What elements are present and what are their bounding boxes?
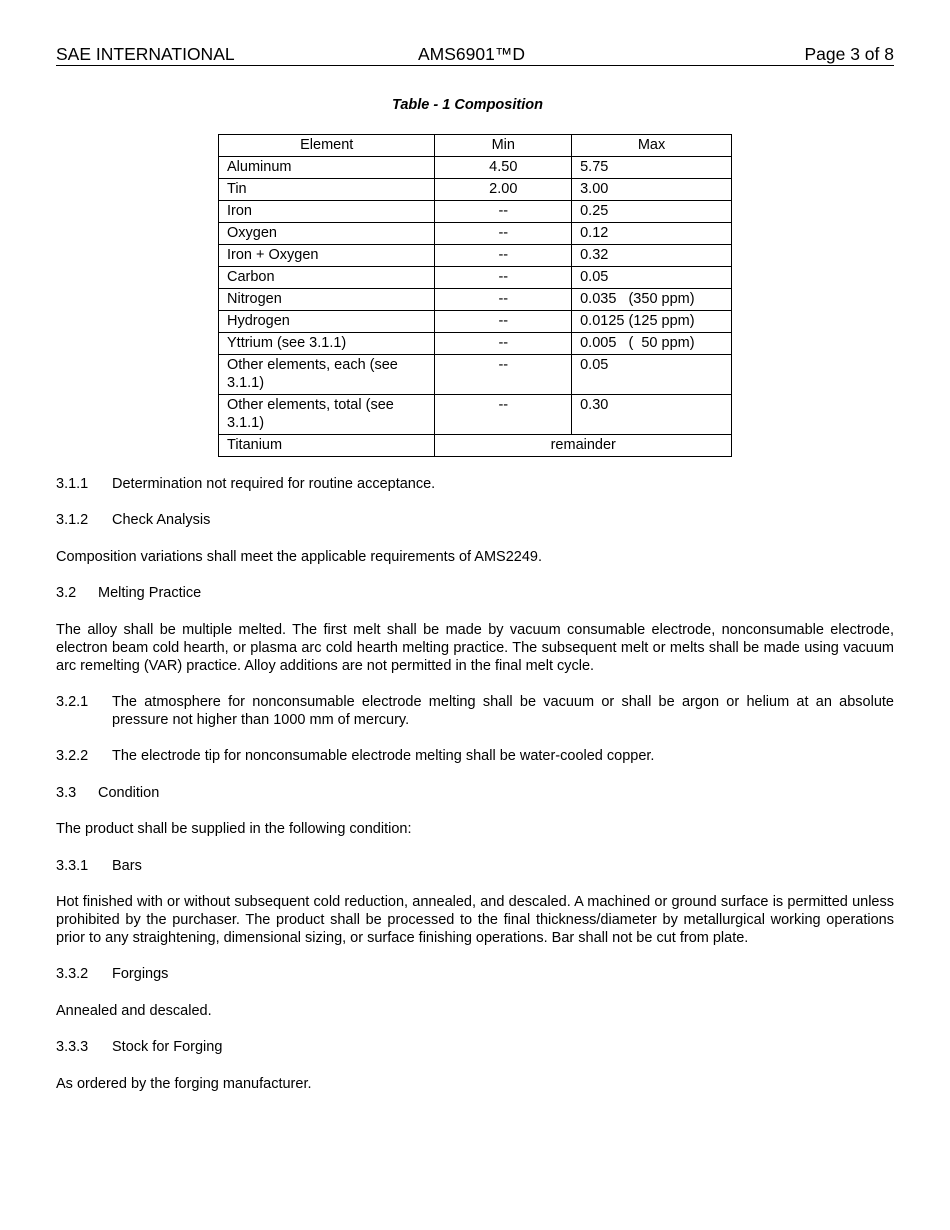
element-cell: Aluminum bbox=[219, 157, 435, 179]
section-number: 3.3.3 bbox=[56, 1039, 89, 1055]
section-3-2-1 bbox=[56, 693, 894, 729]
table-row-titanium bbox=[219, 435, 732, 457]
section-3-3-3-heading bbox=[56, 1038, 894, 1056]
table-row bbox=[219, 201, 732, 223]
remainder-cell: remainder bbox=[435, 435, 732, 457]
section-heading: Check Analysis bbox=[112, 512, 211, 528]
section-number: 3.3.2 bbox=[56, 966, 89, 982]
max-cell: 0.05 bbox=[572, 355, 732, 395]
column-header-element: Element bbox=[219, 135, 435, 157]
max-cell: 0.30 bbox=[572, 395, 732, 435]
min-cell: -- bbox=[435, 333, 572, 355]
min-cell: -- bbox=[435, 201, 572, 223]
element-cell: Other elements, each (see 3.1.1) bbox=[219, 355, 435, 395]
table-row bbox=[219, 289, 732, 311]
section-heading: Bars bbox=[112, 858, 142, 874]
section-number: 3.1.1 bbox=[56, 476, 89, 492]
table-row bbox=[219, 333, 732, 355]
section-number: 3.3 bbox=[56, 785, 77, 801]
paragraph-melting-practice: The alloy shall be multiple melted. The first melt shall be made by vacuum consumable electrode, nonconsumable electrode, electron beam cold hearth, or plasma arc cold hearth melting practice. The subsequent melt or melts shall be made using vacuum arc remelting (VAR) practice. Alloy additions are not permitted in the final melt cycle. bbox=[56, 622, 894, 674]
table-row bbox=[219, 179, 732, 201]
paragraph-condition: The product shall be supplied in the following condition: bbox=[56, 821, 412, 837]
table-row bbox=[219, 157, 732, 179]
section-text: The electrode tip for nonconsumable electrode melting shall be water-cooled copper. bbox=[112, 748, 655, 764]
section-heading: Condition bbox=[98, 785, 160, 801]
max-cell: 5.75 bbox=[572, 157, 732, 179]
section-heading: Stock for Forging bbox=[112, 1039, 223, 1055]
section-heading: Melting Practice bbox=[98, 585, 202, 601]
section-number: 3.2.2 bbox=[56, 748, 89, 764]
max-cell: 0.12 bbox=[572, 223, 732, 245]
section-number: 3.3.1 bbox=[56, 858, 89, 874]
paragraph-check-analysis: Composition variations shall meet the applicable requirements of AMS2249. bbox=[56, 549, 543, 565]
page-header bbox=[56, 43, 894, 66]
element-cell: Iron + Oxygen bbox=[219, 245, 435, 267]
max-cell: 0.005 ( 50 ppm) bbox=[572, 333, 732, 355]
max-cell: 0.05 bbox=[572, 267, 732, 289]
min-cell: -- bbox=[435, 245, 572, 267]
max-cell: 0.25 bbox=[572, 201, 732, 223]
table-row bbox=[219, 223, 732, 245]
column-header-min: Min bbox=[435, 135, 572, 157]
table-row bbox=[219, 267, 732, 289]
min-cell: -- bbox=[435, 311, 572, 333]
section-heading: Forgings bbox=[112, 966, 169, 982]
min-cell: -- bbox=[435, 289, 572, 311]
paragraph-bars: Hot finished with or without subsequent cold reduction, annealed, and descaled. A machined or ground surface is permitted unless prohibited by the purchaser. The product shall be processed to the final thickness/diameter by metallurgical working operations prior to any straightening, dimensional sizing, or surface finishing operations. Bar shall not be cut from plate. bbox=[56, 894, 894, 946]
element-cell: Iron bbox=[219, 201, 435, 223]
section-3-1-1 bbox=[56, 475, 894, 493]
element-cell: Hydrogen bbox=[219, 311, 435, 333]
section-3-3-2-heading bbox=[56, 965, 894, 983]
table-row bbox=[219, 311, 732, 333]
paragraph-stock-for-forging: As ordered by the forging manufacturer. bbox=[56, 1076, 312, 1092]
section-text: The atmosphere for nonconsumable electrode melting shall be vacuum or shall be argon or helium at an absolute pressure not higher than 1000 mm of mercury. bbox=[112, 694, 894, 728]
max-cell: 0.32 bbox=[572, 245, 732, 267]
element-cell: Tin bbox=[219, 179, 435, 201]
min-cell: -- bbox=[435, 223, 572, 245]
section-3-2-2 bbox=[56, 747, 894, 765]
min-cell: 4.50 bbox=[435, 157, 572, 179]
header-page-number: Page 3 of 8 bbox=[804, 44, 894, 64]
element-cell: Carbon bbox=[219, 267, 435, 289]
section-3-3-1-heading bbox=[56, 857, 894, 875]
section-3-3-heading bbox=[56, 784, 894, 802]
table-caption: Table - 1 Composition bbox=[392, 97, 543, 113]
element-cell: Nitrogen bbox=[219, 289, 435, 311]
paragraph-forgings: Annealed and descaled. bbox=[56, 1003, 212, 1019]
table-row bbox=[219, 245, 732, 267]
min-cell: -- bbox=[435, 267, 572, 289]
section-text: Determination not required for routine acceptance. bbox=[112, 476, 436, 492]
min-cell: -- bbox=[435, 355, 572, 395]
max-cell: 0.035 (350 ppm) bbox=[572, 289, 732, 311]
element-cell: Oxygen bbox=[219, 223, 435, 245]
column-header-max: Max bbox=[572, 135, 732, 157]
table-row bbox=[219, 355, 732, 395]
min-cell: 2.00 bbox=[435, 179, 572, 201]
section-number: 3.2 bbox=[56, 585, 77, 601]
max-cell: 0.0125 (125 ppm) bbox=[572, 311, 732, 333]
composition-table bbox=[218, 134, 732, 457]
table-header-row bbox=[219, 135, 732, 157]
section-number: 3.2.1 bbox=[56, 694, 89, 710]
element-cell: Yttrium (see 3.1.1) bbox=[219, 333, 435, 355]
header-doc-id: AMS6901™D bbox=[418, 44, 525, 64]
min-cell: -- bbox=[435, 395, 572, 435]
max-cell: 3.00 bbox=[572, 179, 732, 201]
section-number: 3.1.2 bbox=[56, 512, 89, 528]
element-cell: Titanium bbox=[219, 435, 435, 457]
section-3-1-2-heading bbox=[56, 511, 894, 529]
header-org: SAE INTERNATIONAL bbox=[56, 44, 235, 64]
section-3-2-heading bbox=[56, 584, 894, 602]
table-row bbox=[219, 395, 732, 435]
element-cell: Other elements, total (see 3.1.1) bbox=[219, 395, 435, 435]
